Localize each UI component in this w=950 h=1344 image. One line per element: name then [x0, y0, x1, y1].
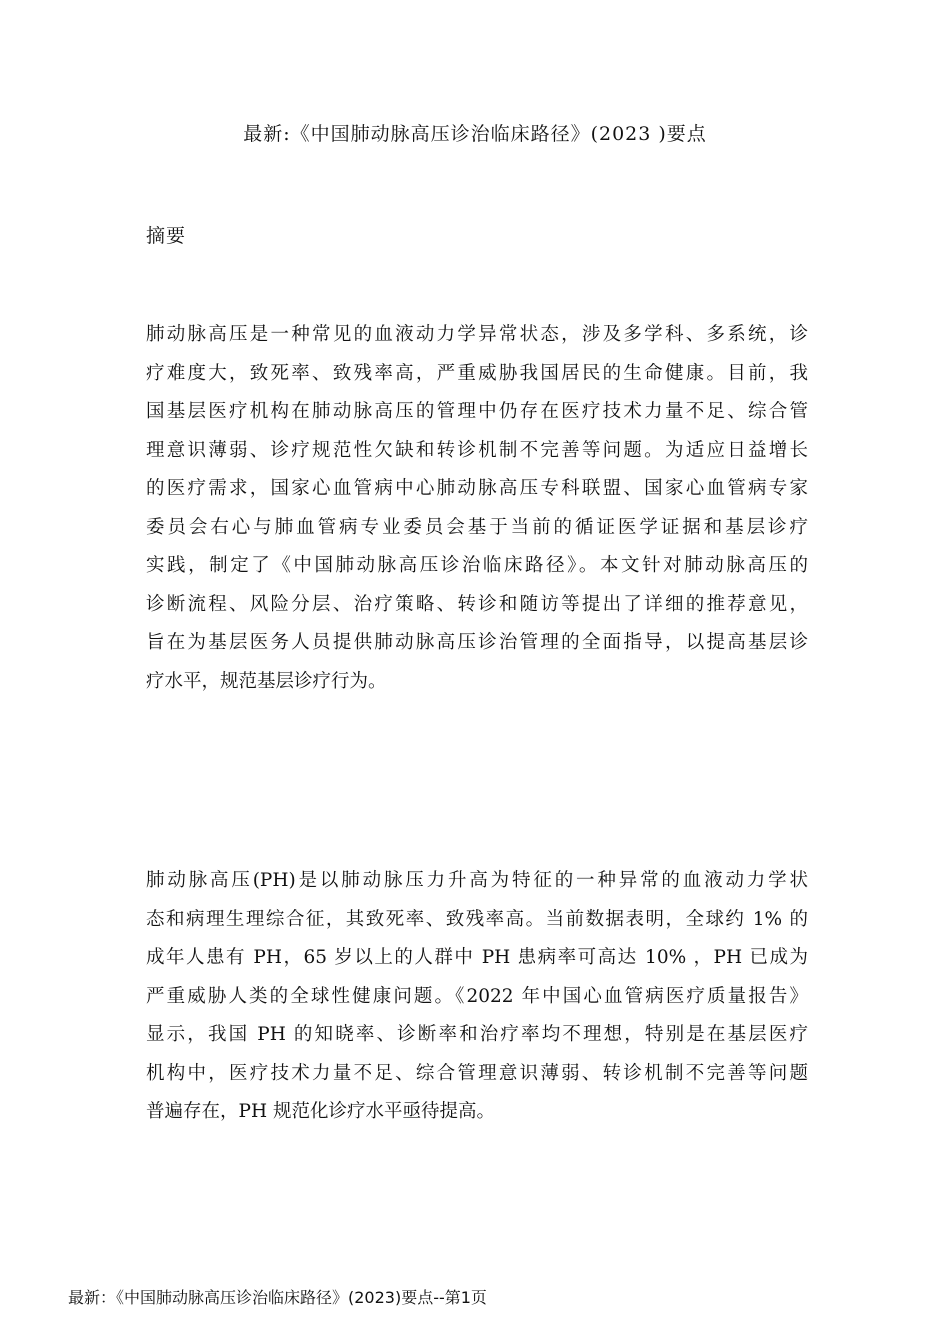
page-footer: 最新：《中国肺动脉高压诊治临床路径》(2023)要点--第1页: [68, 1288, 487, 1307]
paragraph-line: 的医疗需求，国家心血管病中心肺动脉高压专科联盟、国家心血管病专家: [146, 478, 808, 499]
paragraph-line: 肺动脉高压(PH)是以肺动脉压力升高为特征的一种异常的血液动力学状: [146, 870, 808, 891]
paragraph-line: 疗难度大，致死率、致残率高，严重威胁我国居民的生命健康。目前，我: [146, 362, 808, 384]
abstract-paragraph: [146, 316, 808, 701]
page-title: 最新:《中国肺动脉高压诊治临床路径》(2023 )要点: [243, 123, 707, 145]
body-paragraph: [146, 862, 808, 1132]
paragraph-line: 诊断流程、风险分层、治疗策略、转诊和随访等提出了详细的推荐意见，: [146, 593, 808, 615]
paragraph-line: 成年人患有 PH，65 岁以上的人群中 PH 患病率可高达 10% ，PH 已成为: [146, 947, 808, 968]
paragraph-line: 疗水平，规范基层诊疗行为。: [146, 670, 387, 692]
paragraph-line: 肺动脉高压是一种常见的血液动力学异常状态，涉及多学科、多系统，诊: [146, 324, 808, 345]
section-heading-abstract: 摘要: [146, 225, 187, 247]
paragraph-line: 理意识薄弱、诊疗规范性欠缺和转诊机制不完善等问题。为适应日益增长: [146, 439, 808, 461]
paragraph-line: 普遍存在，PH 规范化诊疗水平亟待提高。: [146, 1101, 495, 1122]
paragraph-line: 实践，制定了《中国肺动脉高压诊治临床路径》。本文针对肺动脉高压的: [146, 555, 808, 576]
paragraph-line: 国基层医疗机构在肺动脉高压的管理中仍存在医疗技术力量不足、综合管: [146, 401, 808, 422]
paragraph-line: 态和病理生理综合征，其致死率、致残率高。当前数据表明，全球约 1% 的: [146, 908, 808, 930]
paragraph-line: 机构中，医疗技术力量不足、综合管理意识薄弱、转诊机制不完善等问题: [146, 1062, 808, 1084]
paragraph-line: 旨在为基层医务人员提供肺动脉高压诊治管理的全面指导，以提高基层诊: [146, 632, 808, 653]
paragraph-line: 严重威胁人类的全球性健康问题。《2022 年中国心血管病医疗质量报告》: [146, 985, 808, 1007]
paragraph-line: 显示，我国 PH 的知晓率、诊断率和治疗率均不理想，特别是在基层医疗: [146, 1024, 808, 1045]
paragraph-line: 委员会右心与肺血管病专业委员会基于当前的循证医学证据和基层诊疗: [146, 516, 808, 538]
